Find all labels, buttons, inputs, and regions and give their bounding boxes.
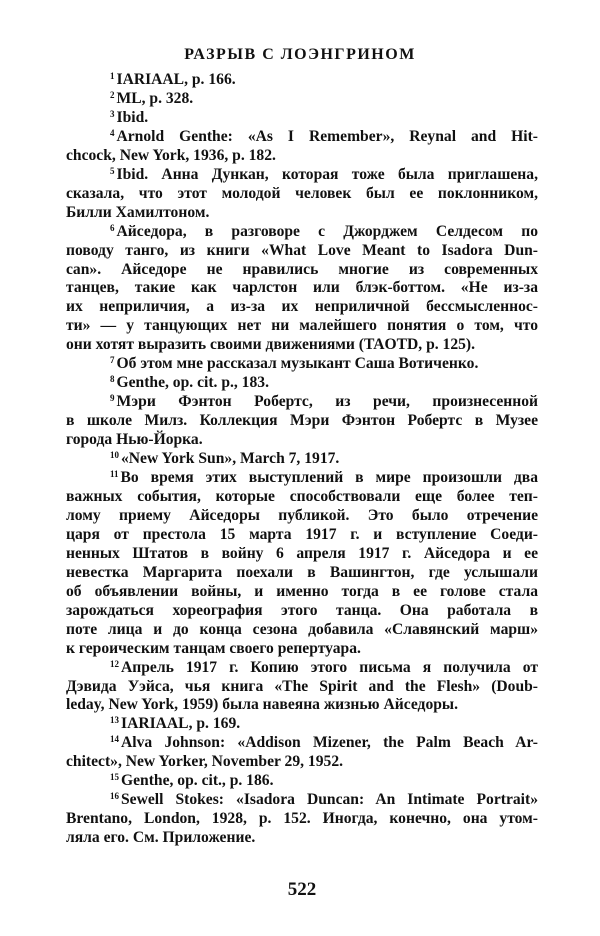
endnote-line: [66, 564, 538, 583]
endnote-text: Айседора, в разговоре с Джорджем Селдесом по: [116, 222, 538, 240]
endnote-number: 16: [110, 791, 119, 802]
endnote-text: они хотят выразить своими движениями (TAOTD, p. 125).: [66, 336, 476, 354]
endnote-text: can». Айседоре не нравились многие из современных: [66, 260, 538, 278]
endnote-text: невестка Маргарита поехали в Вашингтон, где услышали: [66, 563, 538, 581]
endnote-text: танцев, такие как чарлстон или блэк-боттом. «Не из-за: [66, 279, 538, 297]
endnote-line: [66, 715, 538, 734]
endnote-text: города Нью-Йорка.: [66, 431, 203, 449]
endnotes-list: [66, 71, 538, 848]
endnote-text: Ibid. Анна Дункан, которая тоже была приглашена,: [116, 165, 538, 183]
endnote-line: [66, 393, 538, 412]
endnote: [66, 772, 538, 791]
endnote-text: Билли Хамилтоном.: [66, 203, 210, 221]
endnote-text: Во время этих выступлений в мире произошли два: [120, 469, 538, 487]
endnote-line: [66, 791, 538, 810]
endnote-line: [66, 696, 538, 715]
endnote-line: [66, 753, 538, 772]
endnote-text: ненных Штатов в войну 6 апреля 1917 г. Айседора и ее: [66, 544, 538, 562]
endnote-text: Ibid.: [116, 108, 149, 126]
endnote-text: Genthe, op. cit., p. 186.: [121, 772, 274, 790]
endnote-number: 5: [110, 165, 115, 176]
page-body: [66, 71, 538, 902]
endnote-line: [66, 659, 538, 678]
endnote-line: [66, 374, 538, 393]
endnote-number: 9: [110, 393, 115, 404]
endnote-line: [66, 185, 538, 204]
endnote-text: царя от престола 15 марта 1917 г. и вступление Соеди-: [66, 525, 538, 543]
endnote: [66, 734, 538, 772]
endnote: [66, 469, 538, 659]
endnote-line: [66, 488, 538, 507]
endnote-line: [66, 602, 538, 621]
endnote: [66, 659, 538, 716]
endnote-text: chitect», New Yorker, November 29, 1952.: [66, 753, 344, 771]
endnote: [66, 715, 538, 734]
endnote-line: [66, 279, 538, 298]
endnote-text: сказала, что этот молодой человек был ее поклонником,: [66, 184, 538, 202]
endnote-text: Мэри Фэнтон Робертс, из речи, произнесенной: [116, 393, 538, 411]
endnote: [66, 109, 538, 128]
endnote: [66, 450, 538, 469]
endnote-line: [66, 223, 538, 242]
endnote-text: Об этом мне рассказал музыкант Саша Вотиченко.: [116, 355, 479, 373]
endnote: [66, 393, 538, 450]
endnote-line: [66, 621, 538, 640]
endnote-number: 6: [110, 222, 115, 233]
endnote-line: [66, 261, 538, 280]
endnote-text: leday, New York, 1959) была навеяна жизнью Айседоры.: [66, 696, 458, 714]
endnote: [66, 791, 538, 848]
endnote-line: [66, 772, 538, 791]
endnote-text: Апрель 1917 г. Копию этого письма я получила от: [121, 658, 538, 676]
endnote-line: [66, 678, 538, 697]
endnote-line: [66, 90, 538, 109]
endnote-line: [66, 545, 538, 564]
endnote-line: [66, 734, 538, 753]
endnote-line: [66, 298, 538, 317]
endnote-number: 14: [110, 734, 119, 745]
endnote-text: Дэвида Уэйса, чья книга «The Spirit and the Flesh» (Doub-: [66, 677, 538, 695]
endnote-text: их неприличия, а из-за их неприличной бессмысленнос-: [66, 298, 538, 316]
endnote-number: 13: [110, 715, 119, 726]
endnote-text: лому приему Айседоры публикой. Это было отречение: [66, 506, 538, 524]
endnote-text: зарождаться хореография этого танца. Она работала в: [66, 601, 538, 619]
endnote-line: [66, 71, 538, 90]
endnote-number: 10: [110, 450, 119, 461]
endnote-number: 2: [110, 89, 115, 100]
endnote: [66, 223, 538, 356]
endnote-line: [66, 412, 538, 431]
endnote-text: Brentano, London, 1928, p. 152. Иногда, конечно, она утом-: [66, 810, 538, 828]
endnote-text: ти» — у танцующих нет ни малейшего понятия о том, что: [66, 317, 538, 335]
endnote-line: [66, 829, 538, 848]
endnote-text: «New York Sun», March 7, 1917.: [121, 450, 340, 468]
endnote-line: [66, 204, 538, 223]
endnote-text: Arnold Genthe: «As I Remember», Reynal and Hit-: [116, 127, 538, 145]
endnote-number: 4: [110, 127, 115, 138]
endnote-line: [66, 166, 538, 185]
endnote-text: chcock, New York, 1936, p. 182.: [66, 146, 276, 164]
endnote-line: [66, 242, 538, 261]
endnote-text: об объявлении войны, и именно тогда в ее голове стала: [66, 582, 538, 600]
endnote-text: IARIAAL, p. 169.: [121, 715, 241, 733]
endnote-text: поводу танго, из книги «What Love Meant to Isadora Dun-: [66, 241, 538, 259]
endnote-line: [66, 583, 538, 602]
endnote: [66, 71, 538, 90]
endnote: [66, 90, 538, 109]
endnote-number: 1: [110, 71, 115, 81]
endnote-line: [66, 526, 538, 545]
running-header: РАЗРЫВ С ЛОЭНГРИНОМ: [184, 46, 416, 63]
endnote: [66, 355, 538, 374]
endnote-number: 7: [110, 355, 115, 366]
endnote-text: ляла его. См. Приложение.: [66, 829, 256, 847]
endnote-line: [66, 336, 538, 355]
endnote-number: 11: [110, 469, 119, 480]
endnote: [66, 374, 538, 393]
endnote-line: [66, 469, 538, 488]
endnote-line: [66, 317, 538, 336]
endnote-line: [66, 355, 538, 374]
endnote-text: IARIAAL, p. 166.: [116, 71, 236, 88]
endnote-number: 12: [110, 658, 119, 669]
endnote-text: Genthe, op. cit. p., 183.: [116, 374, 269, 392]
page-number: 522: [287, 879, 317, 901]
endnote-line: [66, 507, 538, 526]
endnote: [66, 128, 538, 166]
endnote-line: [66, 450, 538, 469]
endnote-text: Sewell Stokes: «Isadora Duncan: An Intimate Portrait»: [121, 791, 538, 809]
endnote-text: важных события, которые способствовали еще более теп-: [66, 487, 538, 505]
endnote-text: к героическим танцам своего репертуара.: [66, 639, 361, 657]
endnote-text: Alva Johnson: «Addison Mizener, the Palm Beach Ar-: [121, 734, 538, 752]
endnote-number: 8: [110, 374, 115, 385]
endnote-line: [66, 640, 538, 659]
endnote-text: в школе Милз. Коллекция Мэри Фэнтон Робертс в Музее: [66, 412, 538, 430]
endnote-line: [66, 147, 538, 166]
endnote: [66, 166, 538, 223]
endnote-line: [66, 109, 538, 128]
endnote-text: ML, p. 328.: [116, 89, 194, 107]
endnote-text: поте лица и до конца сезона добавила «Славянский марш»: [66, 620, 538, 638]
endnote-number: 15: [110, 772, 119, 783]
endnote-line: [66, 431, 538, 450]
endnote-line: [66, 128, 538, 147]
endnote-line: [66, 810, 538, 829]
endnote-number: 3: [110, 108, 115, 119]
